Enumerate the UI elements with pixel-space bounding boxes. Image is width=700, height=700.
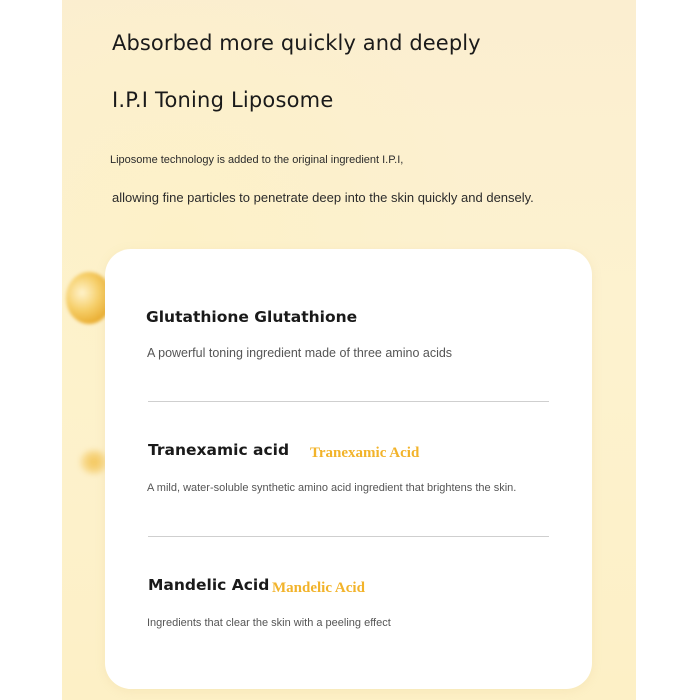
product-info-panel	[62, 0, 636, 700]
divider	[148, 401, 549, 402]
golden-droplet-blur-image	[80, 450, 108, 474]
intro-line-1: Liposome technology is added to the original ingredient I.P.I,	[110, 154, 404, 166]
ingredient-desc-glutathione: A powerful toning ingredient made of three amino acids	[147, 346, 453, 360]
ingredient-accent-tranexamic: Tranexamic Acid	[310, 445, 420, 461]
ingredient-title-mandelic: Mandelic Acid	[148, 576, 270, 594]
headline-primary: Absorbed more quickly and deeply	[112, 31, 481, 55]
ingredient-card	[105, 249, 592, 689]
intro-line-2: allowing fine particles to penetrate deep into the skin quickly and densely.	[112, 190, 534, 205]
ingredient-desc-tranexamic: A mild, water-soluble synthetic amino acid ingredient that brightens the skin.	[147, 482, 517, 494]
ingredient-title-tranexamic: Tranexamic acid	[148, 441, 290, 459]
ingredient-title-glutathione: Glutathione Glutathione	[146, 308, 358, 326]
divider	[148, 536, 549, 537]
ingredient-accent-mandelic: Mandelic Acid	[272, 580, 365, 596]
headline-product-name: I.P.I Toning Liposome	[112, 88, 334, 112]
ingredient-desc-mandelic: Ingredients that clear the skin with a peeling effect	[147, 617, 391, 629]
